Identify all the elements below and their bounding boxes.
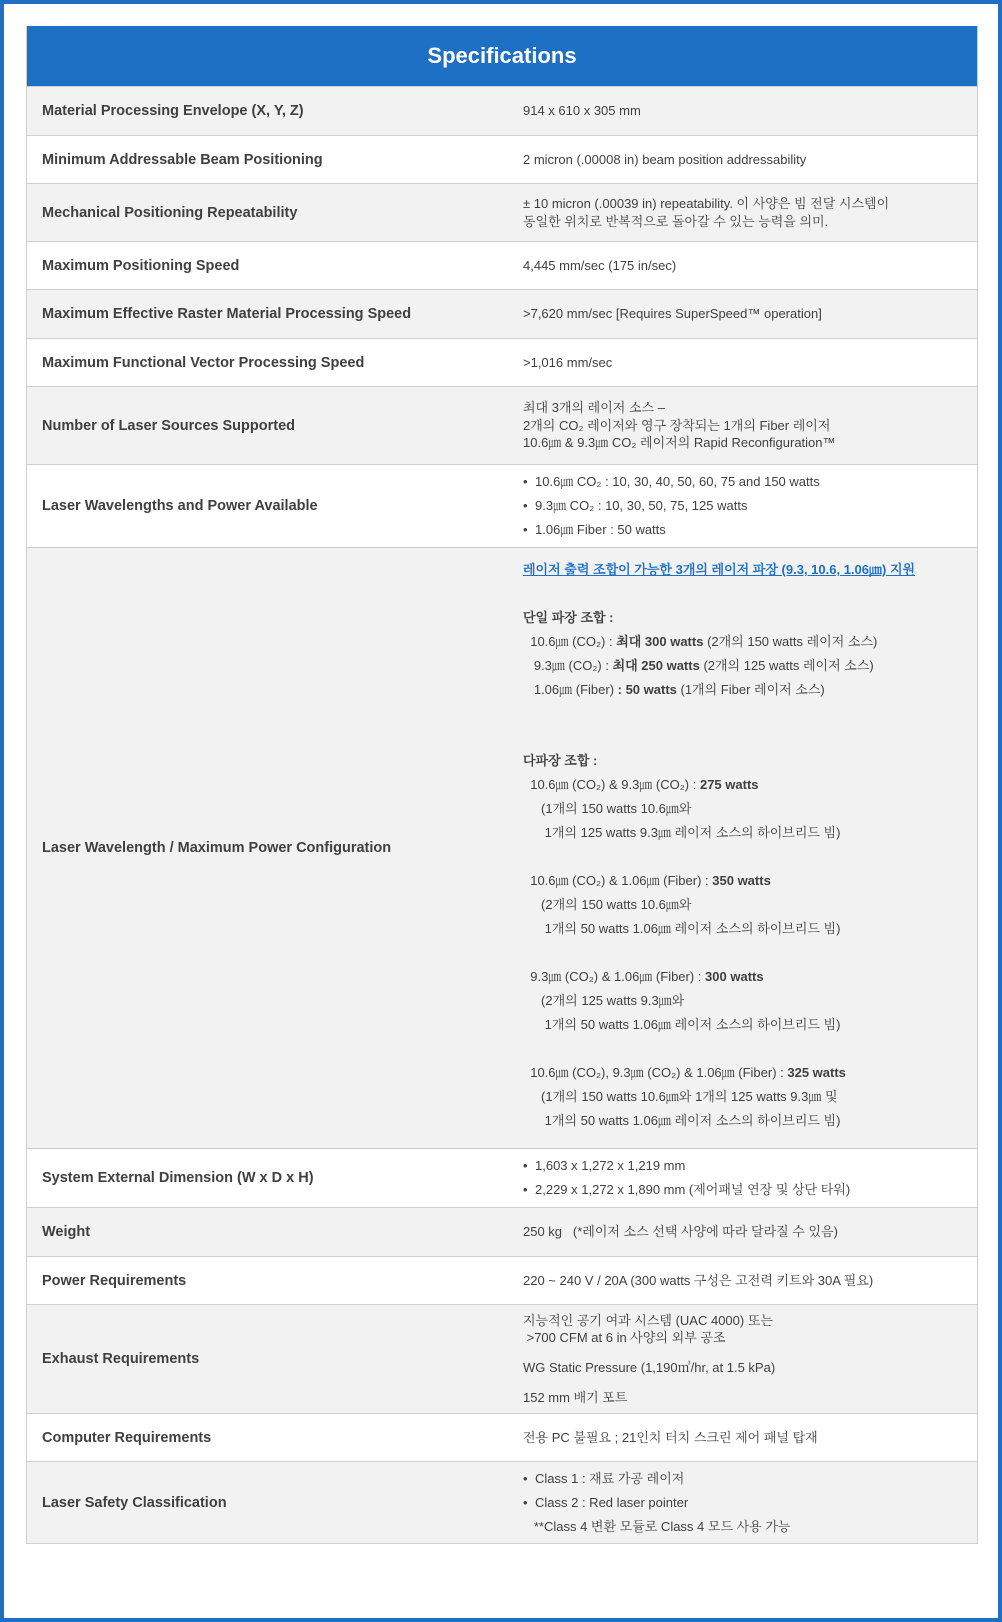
spec-label: Weight — [42, 1224, 91, 1240]
spec-row-exhaust — [27, 1304, 977, 1413]
spec-label: Maximum Effective Raster Material Processing Speed — [42, 306, 412, 322]
spec-row-laser-sources — [27, 386, 977, 464]
value-line: 4,445 mm/sec (175 in/sec) — [523, 257, 677, 273]
spec-value — [523, 87, 977, 135]
spec-value — [523, 136, 977, 183]
spec-row-vector-speed — [27, 338, 977, 386]
spec-label: Laser Wavelength / Maximum Power Configuration — [42, 840, 392, 856]
value-bullet: • Class 1 : 재료 가공 레이저 — [523, 1467, 961, 1491]
single-combo-line: 1.06㎛ (Fiber) : 50 watts (1개의 Fiber 레이저 소스) — [523, 682, 825, 697]
value-line: >1,016 mm/sec — [523, 354, 613, 370]
value-line: ± 10 micron (.00039 in) repeatability. 이 사양은 빔 전달 시스템이 — [523, 195, 890, 211]
spec-value — [523, 242, 977, 289]
spec-value — [523, 1462, 977, 1543]
spec-label: Maximum Positioning Speed — [42, 257, 240, 274]
multi-combo-desc: 1개의 125 watts 9.3㎛ 레이저 소스의 하이브리드 빔) — [523, 825, 841, 840]
value-line: 152 mm 배기 포트 — [523, 1389, 628, 1405]
multi-combo-title: 10.6㎛ (CO₂) & 9.3㎛ (CO₂) : 275 watts — [523, 777, 759, 792]
multi-combo-title: 9.3㎛ (CO₂) & 1.06㎛ (Fiber) : 300 watts — [523, 969, 764, 984]
value-line: WG Static Pressure (1,190㎥/hr, at 1.5 kPa) — [523, 1360, 776, 1375]
spec-value — [523, 339, 977, 386]
single-wavelength-heading: 단일 파장 조합 : — [523, 610, 614, 625]
spec-value — [523, 1208, 977, 1256]
multi-combo-desc: (2개의 125 watts 9.3㎛와 — [523, 993, 685, 1008]
value-line: >7,620 mm/sec [Requires SuperSpeed™ operation] — [523, 306, 822, 322]
value-line: 914 x 610 x 305 mm — [523, 103, 641, 119]
spec-value — [523, 465, 977, 547]
value-line: 지능적인 공기 여과 시스템 (UAC 4000) 또는 — [523, 1312, 773, 1328]
single-combo-line: 10.6㎛ (CO₂) : 최대 300 watts (2개의 150 watts 레이저 소스) — [523, 634, 878, 649]
spec-label: Power Requirements — [42, 1272, 187, 1289]
spec-label: Exhaust Requirements — [42, 1351, 200, 1367]
spec-row-repeatability — [27, 183, 977, 241]
spec-row-computer — [27, 1413, 977, 1461]
spec-row-raster-speed — [27, 289, 977, 338]
spec-row-power-configuration — [27, 547, 977, 1148]
multi-combo-desc: 1개의 50 watts 1.06㎛ 레이저 소스의 하이브리드 빔) — [523, 1017, 841, 1032]
spec-row-laser-safety — [27, 1461, 977, 1543]
value-bullet: • 9.3㎛ CO₂ : 10, 30, 50, 75, 125 watts — [523, 494, 961, 518]
spec-row-wavelengths — [27, 464, 977, 547]
value-bullet: • Class 2 : Red laser pointer — [523, 1491, 961, 1515]
spec-value — [523, 1305, 977, 1413]
multi-combo-desc: 1개의 50 watts 1.06㎛ 레이저 소스의 하이브리드 빔) — [523, 1113, 841, 1128]
value-line: 동일한 위치로 반복적으로 돌아갈 수 있는 능력을 의미. — [523, 213, 829, 229]
spec-value — [523, 290, 977, 338]
multi-combo-desc: (2개의 150 watts 10.6㎛와 — [523, 897, 692, 912]
value-line: 10.6㎛ & 9.3㎛ CO₂ 레이저의 Rapid Reconfiguration™ — [523, 435, 836, 451]
spec-label: Material Processing Envelope (X, Y, Z) — [42, 103, 304, 119]
value-line: 전용 PC 불필요 ; 21인치 터치 스크린 제어 패널 탑재 — [523, 1429, 818, 1445]
spec-value — [523, 1414, 977, 1461]
spec-label: Laser Wavelengths and Power Available — [42, 498, 318, 514]
spec-label: Maximum Functional Vector Processing Speed — [42, 354, 365, 371]
multi-combo-desc: (1개의 150 watts 10.6㎛와 1개의 125 watts 9.3㎛ 및 — [523, 1089, 838, 1104]
spec-table — [26, 26, 978, 1544]
spec-value — [523, 184, 977, 241]
spec-title: Specifications — [27, 26, 977, 86]
value-line: >700 CFM at 6 in 사양의 외부 공조 — [523, 1330, 726, 1346]
config-value — [523, 548, 977, 1148]
spec-row-envelope — [27, 86, 977, 135]
multi-combo-desc: (1개의 150 watts 10.6㎛와 — [523, 801, 692, 816]
value-bullet: • 1.06㎛ Fiber : 50 watts — [523, 518, 961, 542]
single-combo-line: 9.3㎛ (CO₂) : 최대 250 watts (2개의 125 watts 레이저 소스) — [523, 658, 874, 673]
multi-combo-title: 10.6㎛ (CO₂), 9.3㎛ (CO₂) & 1.06㎛ (Fiber) : 325 watts — [523, 1065, 846, 1080]
config-link[interactable]: 레이저 출력 조합이 가능한 3개의 레이저 파장 (9.3, 10.6, 1.06㎛) 지원 — [523, 562, 916, 577]
value-line: 250 kg (*레이저 소스 선택 사양에 따라 달라질 수 있음) — [523, 1224, 838, 1240]
value-bullet: • 1,603 x 1,272 x 1,219 mm — [523, 1154, 961, 1178]
value-note: **Class 4 변환 모듈로 Class 4 모드 사용 가능 — [523, 1518, 791, 1534]
value-line: 220 ~ 240 V / 20A (300 watts 구성은 고전력 키트와 30A 필요) — [523, 1272, 874, 1288]
value-line: 2 micron (.00008 in) beam position addressability — [523, 151, 807, 167]
multi-combo-title: 10.6㎛ (CO₂) & 1.06㎛ (Fiber) : 350 watts — [523, 873, 771, 888]
spec-row-power-requirements — [27, 1256, 977, 1304]
spec-label: Number of Laser Sources Supported — [42, 417, 295, 434]
spec-label: System External Dimension (W x D x H) — [42, 1170, 314, 1186]
value-bullet: • 2,229 x 1,272 x 1,890 mm (제어패널 연장 및 상단 타워) — [523, 1178, 961, 1202]
spec-label: Mechanical Positioning Repeatability — [42, 204, 298, 221]
value-bullet: • 10.6㎛ CO₂ : 10, 30, 40, 50, 60, 75 and 150 watts — [523, 470, 961, 494]
spec-value — [523, 1257, 977, 1304]
spec-value — [523, 1149, 977, 1207]
spec-row-positioning-speed — [27, 241, 977, 289]
spec-label: Laser Safety Classification — [42, 1494, 227, 1511]
spec-value — [523, 387, 977, 464]
multi-wavelength-heading: 다파장 조합 : — [523, 753, 598, 768]
value-line: 2개의 CO₂ 레이저와 영구 장착되는 1개의 Fiber 레이저 — [523, 417, 831, 433]
spec-row-dimension — [27, 1148, 977, 1207]
spec-row-beam-positioning — [27, 135, 977, 183]
value-line: 최대 3개의 레이저 소스 – — [523, 400, 665, 416]
spec-label: Computer Requirements — [42, 1429, 212, 1446]
multi-combo-desc: 1개의 50 watts 1.06㎛ 레이저 소스의 하이브리드 빔) — [523, 921, 841, 936]
spec-row-weight — [27, 1207, 977, 1256]
spec-label: Minimum Addressable Beam Positioning — [42, 151, 323, 168]
